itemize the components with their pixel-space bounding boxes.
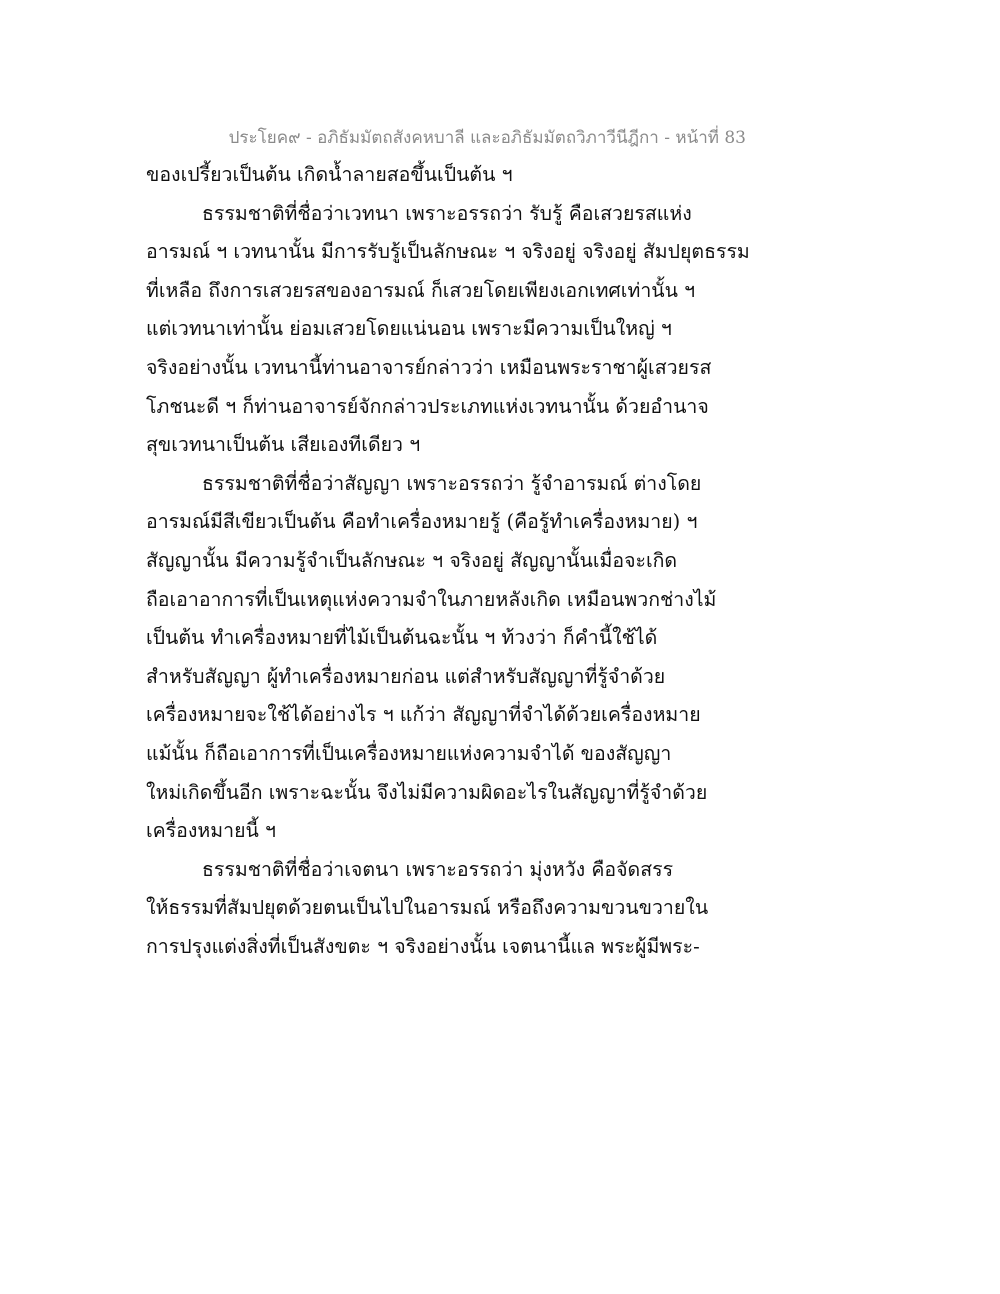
text-line: สำหรับสัญญา ผู้ทำเครื่องหมายก่อน แต่สำหรับสัญญาที่รู้จำด้วย bbox=[146, 664, 666, 688]
text-line: เครื่องหมายนี้ ฯ bbox=[146, 819, 276, 843]
text-line: ของเปรี้ยวเป็นต้น เกิดน้ำลายสอขึ้นเป็นต้น ฯ bbox=[146, 163, 513, 186]
body-text bbox=[146, 156, 750, 966]
text-line: สัญญานั้น มีความรู้จำเป็นลักษณะ ฯ จริงอยู่ สัญญานั้นเมื่อจะเกิด bbox=[146, 548, 678, 572]
text-line: การปรุงแต่งสิ่งที่เป็นสังขตะ ฯ จริงอย่างนั้น เจตนานี้แล พระผู้มีพระ- bbox=[146, 934, 700, 958]
text-line: จริงอย่างนั้น เวทนานี้ท่านอาจารย์กล่าวว่า เหมือนพระราชาผู้เสวยรส bbox=[146, 355, 712, 379]
text-line: โภชนะดี ฯ ก็ท่านอาจารย์จักกล่าวประเภทแห่งเวทนานั้น ด้วยอำนาจ bbox=[146, 394, 709, 418]
text-line: อารมณ์ ฯ เวทนานั้น มีการรับรู้เป็นลักษณะ ฯ จริงอยู่ จริงอยู่ สัมปยุตธรรม bbox=[146, 240, 750, 264]
text-line: สุขเวทนาเป็นต้น เสียเองทีเดียว ฯ bbox=[146, 433, 421, 457]
text-line: ธรรมชาติที่ชื่อว่าสัญญา เพราะอรรถว่า รู้จำอารมณ์ ต่างโดย bbox=[202, 471, 702, 495]
text-line: เครื่องหมายจะใช้ได้อย่างไร ฯ แก้ว่า สัญญาที่จำได้ด้วยเครื่องหมาย bbox=[146, 703, 701, 727]
text-line: แต่เวทนาเท่านั้น ย่อมเสวยโดยแน่นอน เพราะมีความเป็นใหญ่ ฯ bbox=[146, 317, 672, 341]
text-line: ที่เหลือ ถึงการเสวยรสของอารมณ์ ก็เสวยโดยเพียงเอกเทศเท่านั้น ฯ bbox=[146, 278, 696, 302]
text-line: แม้นั้น ก็ถือเอาการที่เป็นเครื่องหมายแห่งความจำได้ ของสัญญา bbox=[146, 741, 672, 765]
running-header-title: ประโยค๙ - อภิธัมมัตถสังคหบาลี และอภิธัมมัตถวิภาวีนีฎีกา - หน้าที่ 83 bbox=[228, 128, 746, 148]
text-line: ธรรมชาติที่ชื่อว่าเวทนา เพราะอรรถว่า รับรู้ คือเสวยรสแห่ง bbox=[202, 201, 692, 225]
text-line: ธรรมชาติที่ชื่อว่าเจตนา เพราะอรรถว่า มุ่งหวัง คือจัดสรร bbox=[202, 857, 674, 881]
text-line: ถือเอาอาการที่เป็นเหตุแห่งความจำในภายหลังเกิด เหมือนพวกช่างไม้ bbox=[146, 587, 717, 611]
text-line: ใหม่เกิดขึ้นอีก เพราะฉะนั้น จึงไม่มีความผิดอะไรในสัญญาที่รู้จำด้วย bbox=[146, 780, 708, 804]
text-line: อารมณ์มีสีเขียวเป็นต้น คือทำเครื่องหมายรู้ (คือรู้ทำเครื่องหมาย) ฯ bbox=[146, 510, 698, 534]
text-line: ให้ธรรมที่สัมปยุตด้วยตนเป็นไปในอารมณ์ หรือถึงความขวนขวายใน bbox=[146, 896, 709, 920]
running-header bbox=[0, 124, 998, 151]
text-line: เป็นต้น ทำเครื่องหมายที่ไม้เป็นต้นฉะนั้น ฯ ท้วงว่า ก็คำนี้ใช้ได้ bbox=[146, 626, 658, 650]
